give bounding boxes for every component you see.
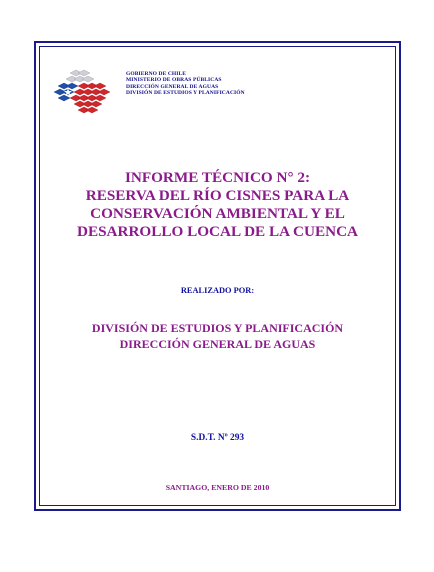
title-line-3: CONSERVACIÓN AMBIENTAL Y EL [90, 205, 345, 222]
place-date: SANTIAGO, ENERO DE 2010 [165, 483, 270, 492]
title-line-1: INFORME TÉCNICO N° 2: [124, 169, 311, 186]
title-line-2: RESERVA DEL RÍO CISNES PARA LA [85, 187, 350, 204]
authors-block [34, 320, 401, 352]
author-line-division: DIVISIÓN DE ESTUDIOS Y PLANIFICACIÓN [91, 321, 344, 335]
organization-header [126, 71, 245, 97]
org-line-directorate: DIRECCIÓN GENERAL DE AGUAS [126, 83, 219, 90]
org-line-division: DIVISIÓN DE ESTUDIOS Y PLANIFICACIÓN [126, 90, 245, 97]
org-line-ministry: MINISTERIO DE OBRAS PÚBLICAS [126, 77, 222, 84]
chile-government-cube-logo-icon [54, 68, 112, 116]
made-by-label: REALIZADO POR: [180, 286, 255, 295]
title-line-4: DESARROLLO LOCAL DE LA CUENCA [76, 223, 359, 240]
org-line-government: GOBIERNO DE CHILE [126, 71, 187, 77]
sdt-number: S.D.T. Nº 293 [190, 433, 245, 443]
report-title [34, 169, 401, 241]
author-line-directorate: DIRECCIÓN GENERAL DE AGUAS [119, 337, 316, 351]
